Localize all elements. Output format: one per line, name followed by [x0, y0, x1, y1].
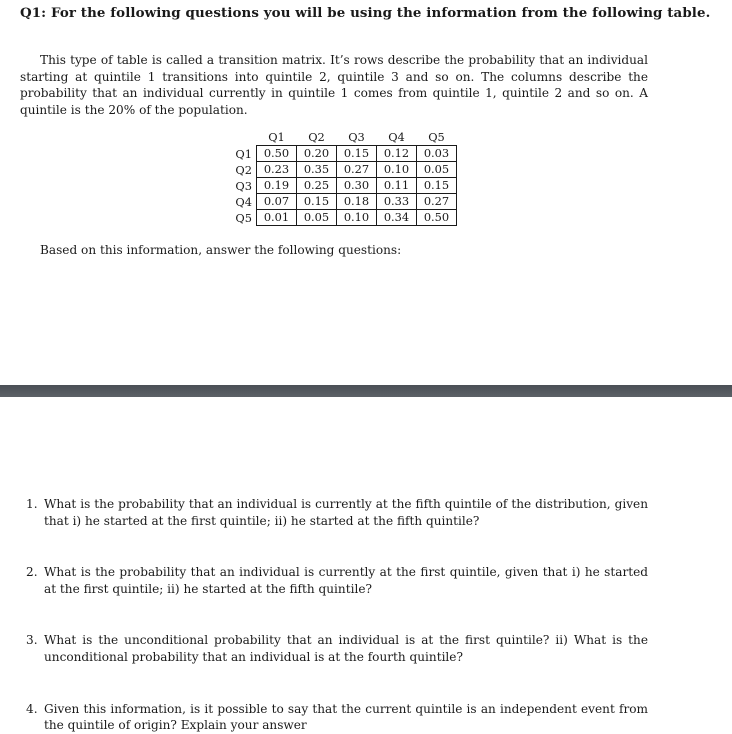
matrix-row	[218, 146, 457, 162]
question-heading: Q1: For the following questions you will be using the information from the following table.	[20, 5, 711, 21]
column-header: Q3	[348, 130, 365, 144]
matrix-cell: 0.30	[337, 178, 377, 194]
matrix-row	[218, 210, 457, 226]
matrix-cell: 0.15	[297, 194, 337, 210]
matrix-cell: 0.19	[257, 178, 297, 194]
question-list	[20, 496, 648, 734]
question-item	[20, 701, 648, 734]
matrix-cell: 0.10	[377, 162, 417, 178]
row-header: Q3	[235, 178, 252, 193]
row-header: Q1	[235, 146, 252, 161]
question-text: What is the unconditional probability that an individual is at the first quintile? ii) What is the unconditional probability that an individual is at the fourth quintile?	[44, 633, 648, 664]
matrix-cell: 0.50	[417, 210, 457, 226]
separator-bar	[0, 385, 732, 397]
row-header: Q2	[235, 162, 252, 177]
row-header: Q4	[235, 194, 252, 209]
matrix-cell: 0.20	[297, 146, 337, 162]
question-item	[20, 632, 648, 665]
question-text: Given this information, is it possible to say that the current quintile is an independent event from the quintile of origin? Explain your answer	[44, 701, 648, 733]
matrix-cell: 0.05	[417, 162, 457, 178]
column-header: Q1	[268, 130, 285, 144]
transition-matrix-table	[218, 129, 457, 226]
question-number: 2.	[26, 565, 38, 580]
matrix-row	[218, 178, 457, 194]
matrix-cell: 0.27	[337, 162, 377, 178]
matrix-cell: 0.03	[417, 146, 457, 162]
matrix-cell: 0.10	[337, 210, 377, 226]
matrix-cell: 0.12	[377, 146, 417, 162]
intro-paragraph: This type of table is called a transition matrix. It’s rows describe the probability that an individual starting at quintile 1 transitions into quintile 2, quintile 3 and so on. The columns describe the probability that an individual currently in quintile 1 comes from quintile 1, quintile 2 and so on. A quintile is the 20% of the population.	[20, 53, 648, 117]
question-number: 1.	[26, 497, 38, 511]
matrix-cell: 0.07	[257, 194, 297, 210]
matrix-cell: 0.15	[417, 178, 457, 194]
matrix-cell: 0.25	[297, 178, 337, 194]
matrix-row	[218, 194, 457, 210]
column-header: Q2	[308, 130, 325, 144]
matrix-cell: 0.50	[257, 146, 297, 162]
question-text: What is the probability that an individual is currently at the fifth quintile of the distribution, given that i) he started at the first quintile; ii) he started at the fifth quintile?	[44, 497, 648, 528]
column-header: Q5	[428, 130, 445, 144]
row-header: Q5	[235, 210, 252, 225]
matrix-cell: 0.01	[257, 210, 297, 226]
question-number: 4.	[26, 701, 38, 716]
matrix-header-row	[218, 129, 457, 146]
matrix-cell: 0.34	[377, 210, 417, 226]
matrix-corner	[218, 129, 257, 146]
question-number: 3.	[26, 633, 38, 648]
matrix-cell: 0.23	[257, 162, 297, 178]
matrix-row	[218, 162, 457, 178]
matrix-cell: 0.05	[297, 210, 337, 226]
transition-matrix	[218, 129, 457, 226]
matrix-cell: 0.35	[297, 162, 337, 178]
question-text: What is the probability that an individual is currently at the first quintile, given that i) he started at the first quintile; ii) he started at the fifth quintile?	[44, 565, 648, 596]
matrix-cell: 0.33	[377, 194, 417, 210]
instructions-text: Based on this information, answer the following questions:	[40, 243, 402, 257]
matrix-cell: 0.27	[417, 194, 457, 210]
column-header: Q4	[388, 130, 405, 144]
matrix-cell: 0.18	[337, 194, 377, 210]
matrix-cell: 0.11	[377, 178, 417, 194]
matrix-cell: 0.15	[337, 146, 377, 162]
question-item	[20, 564, 648, 597]
question-item	[20, 496, 648, 529]
